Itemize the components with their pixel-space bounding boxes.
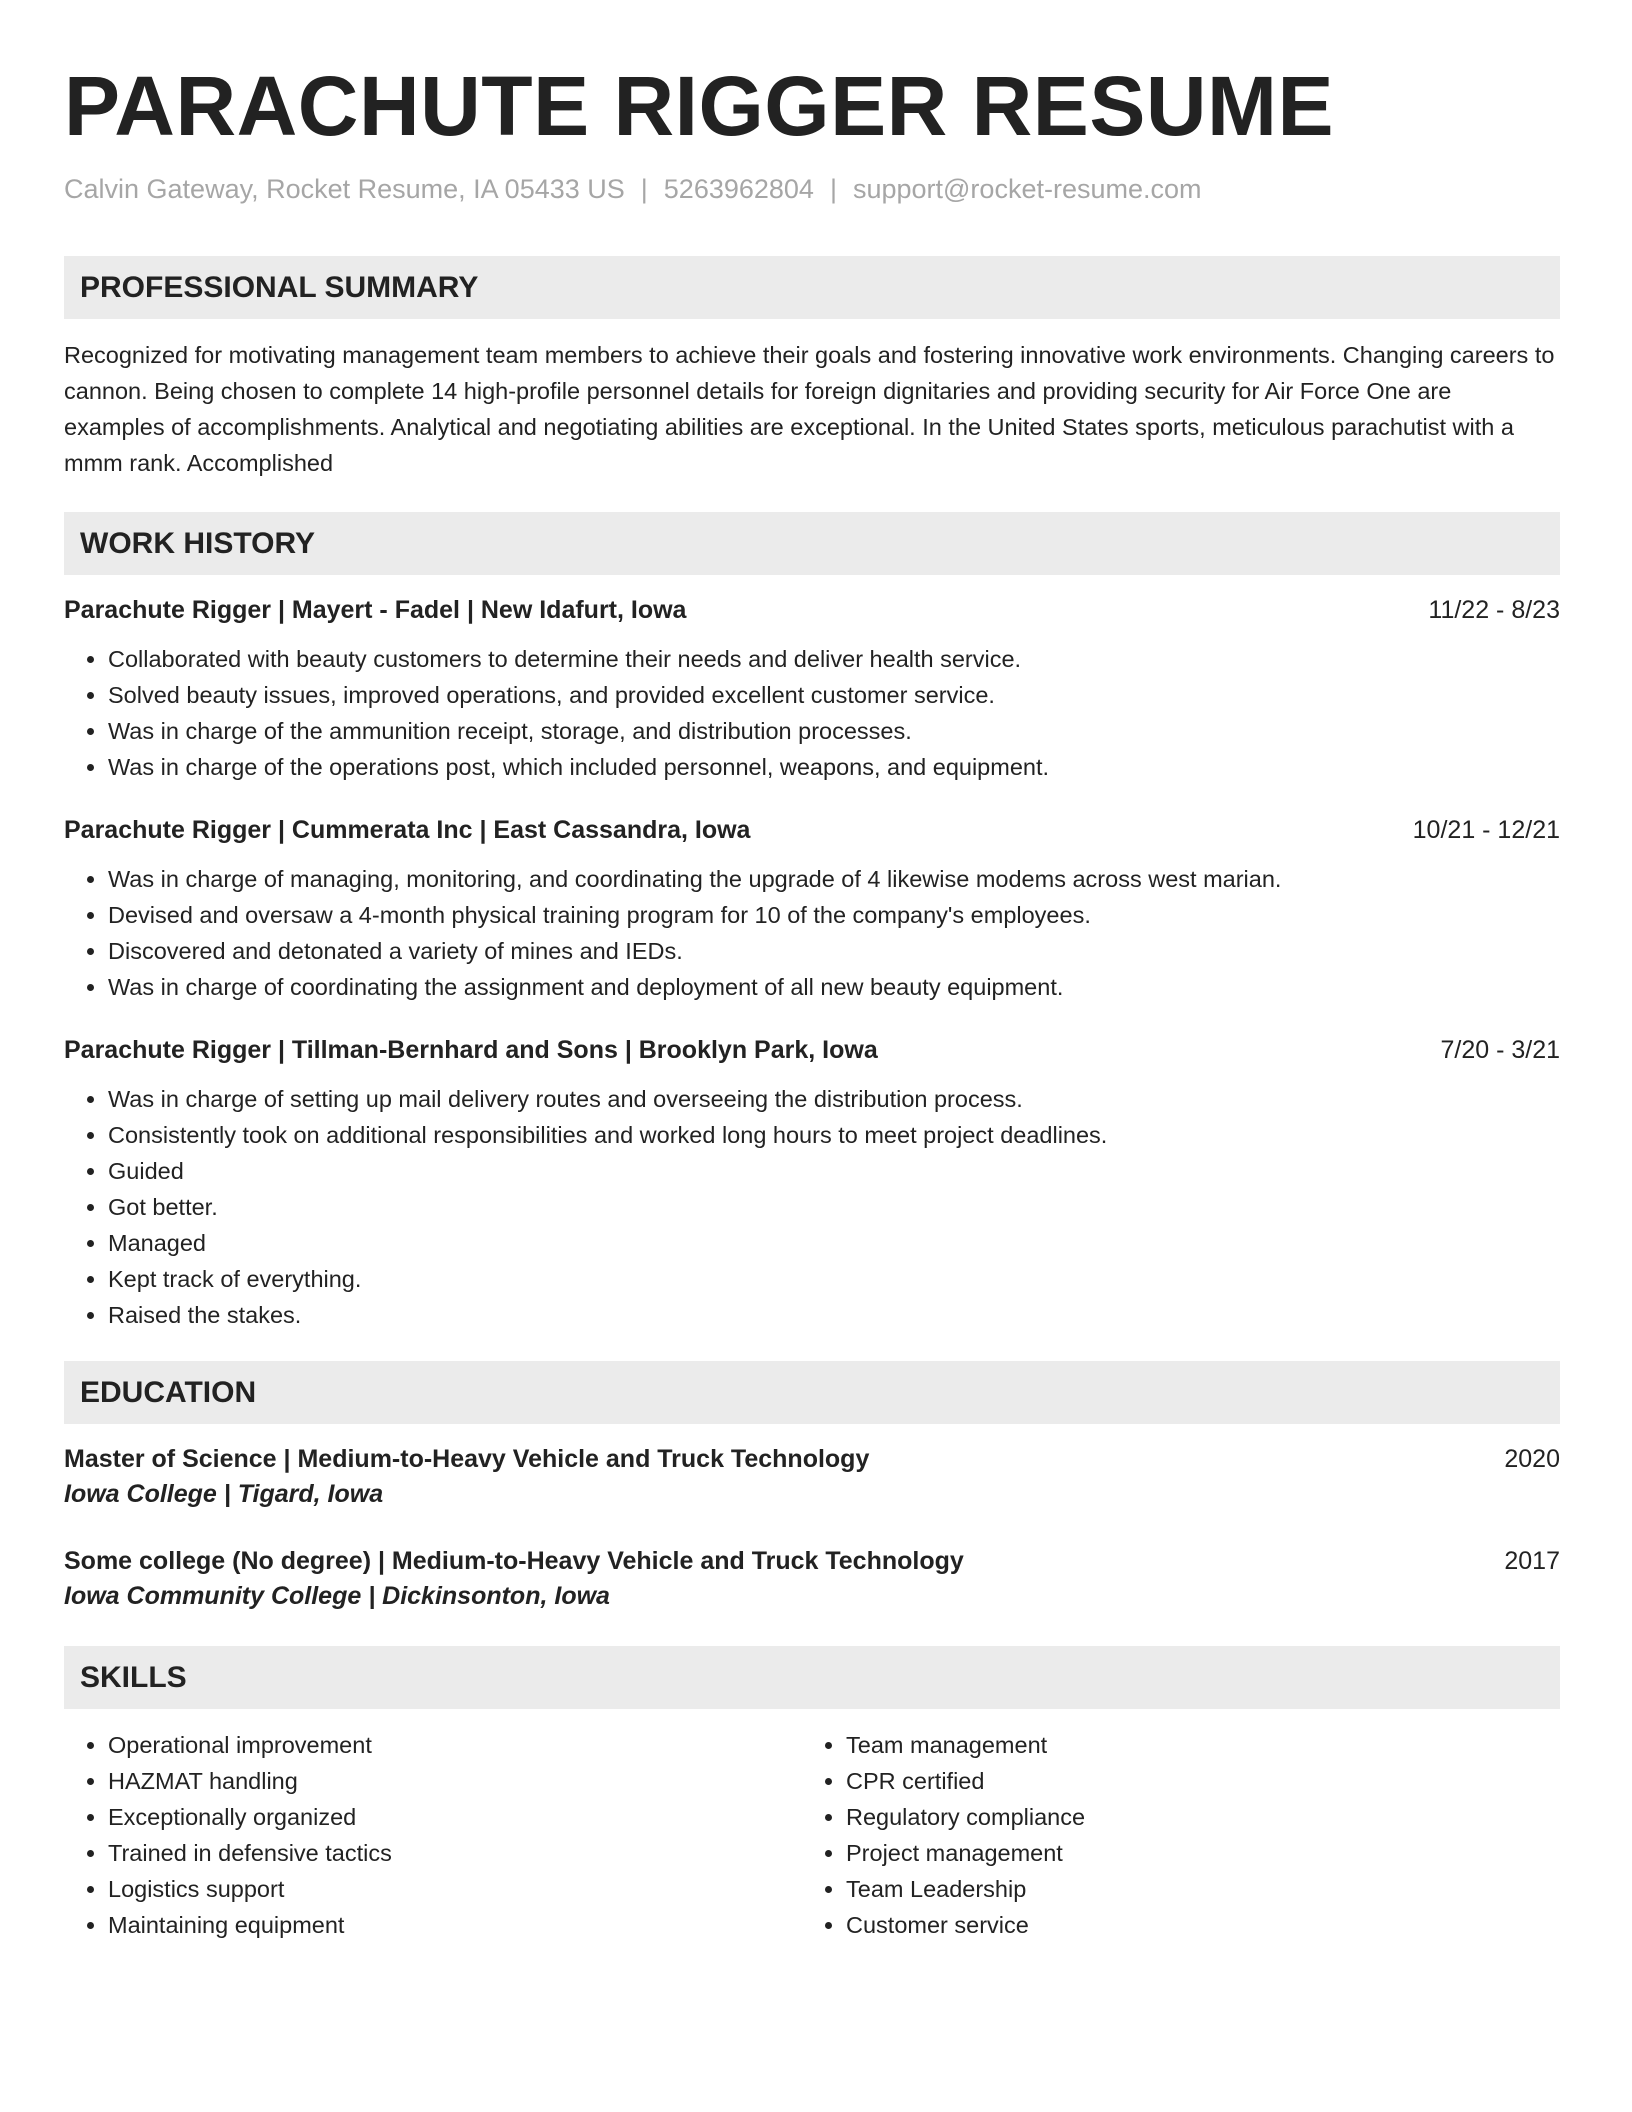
- resume-title: PARACHUTE RIGGER RESUME: [64, 59, 1335, 153]
- job-bullet: • Was in charge of setting up mail delivery routes and overseeing the distribution process.: [108, 1081, 1560, 1117]
- job-entry: [64, 813, 1560, 1005]
- contact-separator: |: [640, 174, 648, 204]
- skill-item: • HAZMAT handling: [108, 1763, 802, 1799]
- job-bullet: • Was in charge of the operations post, which included personnel, weapons, and equipment.: [108, 749, 1560, 785]
- skill-item: • Regulatory compliance: [846, 1799, 1540, 1835]
- education-school: Iowa Community College | Dickinsonton, Iowa: [64, 1582, 610, 1610]
- education-heading: EDUCATION: [64, 1361, 1560, 1424]
- resume-page: [64, 58, 1560, 1943]
- contact-phone: 5263962804: [663, 174, 814, 204]
- contact-separator: |: [829, 174, 837, 204]
- job-bullet: • Devised and oversaw a 4-month physical training program for 10 of the company's employees.: [108, 897, 1560, 933]
- job-header: [64, 593, 1560, 627]
- job-bullet: • Kept track of everything.: [108, 1261, 1560, 1297]
- skill-item: • Operational improvement: [108, 1727, 802, 1763]
- work-history-section: [64, 512, 1560, 1333]
- job-bullets: [64, 1081, 1560, 1333]
- contact-email: support@rocket-resume.com: [852, 174, 1202, 204]
- job-bullets: [64, 641, 1560, 785]
- contact-line: [64, 172, 1560, 206]
- job-header: [64, 813, 1560, 847]
- job-entry: [64, 593, 1560, 785]
- skills-heading: SKILLS: [64, 1646, 1560, 1709]
- job-entry: [64, 1033, 1560, 1333]
- job-title: Parachute Rigger | Tillman-Bernhard and Sons | Brooklyn Park, Iowa: [64, 1036, 878, 1064]
- skill-item: • Logistics support: [108, 1871, 802, 1907]
- job-bullet: • Managed: [108, 1225, 1560, 1261]
- job-bullet: • Discovered and detonated a variety of mines and IEDs.: [108, 933, 1560, 969]
- job-bullet: • Raised the stakes.: [108, 1297, 1560, 1333]
- summary-section: [64, 256, 1560, 481]
- job-header: [64, 1033, 1560, 1067]
- job-title: Parachute Rigger | Mayert - Fadel | New Idafurt, Iowa: [64, 596, 687, 624]
- skill-item: • CPR certified: [846, 1763, 1540, 1799]
- skills-grid: [64, 1727, 1560, 1943]
- job-bullet: • Guided: [108, 1153, 1560, 1189]
- job-bullet: • Was in charge of coordinating the assignment and deployment of all new beauty equipment.: [108, 969, 1560, 1005]
- job-dates: 7/20 - 3/21: [1440, 1036, 1560, 1064]
- skill-item: • Team Leadership: [846, 1871, 1540, 1907]
- summary-text: Recognized for motivating management team members to achieve their goals and fostering innovative work environments. Changing careers to cannon. Being chosen to complete 14 high-profile personnel details for foreign dignitaries and providing security for Air Force One are examples of accomplishments. Analytical and negotiating abilities are exceptional. In the United States sports, meticulous parachutist with a mmm rank. Accomplished: [64, 342, 1555, 476]
- summary-heading: PROFESSIONAL SUMMARY: [64, 256, 1560, 319]
- job-bullet: • Was in charge of managing, monitoring, and coordinating the upgrade of 4 likewise modems across west marian.: [108, 861, 1560, 897]
- education-year: 2020: [1504, 1445, 1560, 1473]
- job-dates: 10/21 - 12/21: [1412, 816, 1560, 844]
- skill-item: • Team management: [846, 1727, 1540, 1763]
- job-bullet: • Consistently took on additional responsibilities and worked long hours to meet project deadlines.: [108, 1117, 1560, 1153]
- job-bullet: • Solved beauty issues, improved operations, and provided excellent customer service.: [108, 677, 1560, 713]
- skill-item: • Project management: [846, 1835, 1540, 1871]
- job-bullet: • Was in charge of the ammunition receipt, storage, and distribution processes.: [108, 713, 1560, 749]
- education-entry: [64, 1544, 1560, 1614]
- job-bullet: • Collaborated with beauty customers to determine their needs and deliver health service.: [108, 641, 1560, 677]
- job-dates: 11/22 - 8/23: [1428, 596, 1560, 624]
- education-school: Iowa College | Tigard, Iowa: [64, 1480, 384, 1508]
- job-bullets: [64, 861, 1560, 1005]
- skills-column-left: [64, 1727, 802, 1943]
- skills-column-right: [802, 1727, 1540, 1943]
- education-entry: [64, 1442, 1560, 1512]
- education-header: [64, 1442, 1560, 1476]
- skill-item: • Customer service: [846, 1907, 1540, 1943]
- job-title: Parachute Rigger | Cummerata Inc | East Cassandra, Iowa: [64, 816, 751, 844]
- skills-section: [64, 1646, 1560, 1943]
- education-degree: Some college (No degree) | Medium-to-Heavy Vehicle and Truck Technology: [64, 1547, 964, 1575]
- skill-item: • Trained in defensive tactics: [108, 1835, 802, 1871]
- skill-item: • Exceptionally organized: [108, 1799, 802, 1835]
- education-section: [64, 1361, 1560, 1614]
- education-year: 2017: [1504, 1547, 1560, 1575]
- education-header: [64, 1544, 1560, 1578]
- job-bullet: • Got better.: [108, 1189, 1560, 1225]
- contact-address: Calvin Gateway, Rocket Resume, IA 05433 US: [64, 174, 625, 204]
- work-history-heading: WORK HISTORY: [64, 512, 1560, 575]
- skill-item: • Maintaining equipment: [108, 1907, 802, 1943]
- education-degree: Master of Science | Medium-to-Heavy Vehicle and Truck Technology: [64, 1445, 870, 1473]
